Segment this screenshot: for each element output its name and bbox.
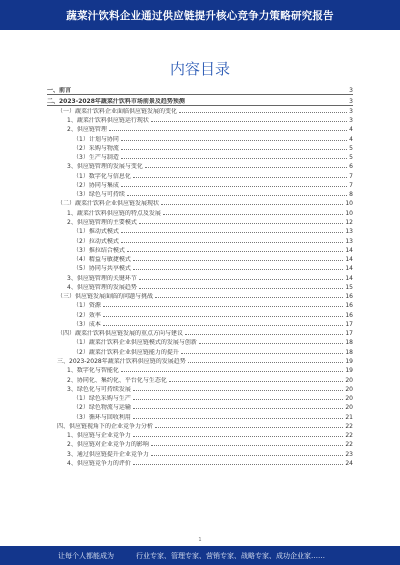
toc-entry-page: 20 [345,395,353,403]
toc-entry-label: （二）蔬菜汁饮料企业供应链发展现状 [57,200,160,208]
toc-entry[interactable] [47,365,353,374]
toc-entry[interactable] [47,282,353,291]
toc-leader-dots [145,167,347,168]
toc-entry[interactable] [47,245,353,254]
toc-entry[interactable] [47,115,353,124]
toc-leader-dots [185,334,343,335]
toc-entry-page: 14 [345,265,353,273]
toc-entry-page: 17 [345,330,353,338]
toc-entry-page: 22 [345,422,353,430]
toc-leader-dots [121,149,347,150]
toc-entry-label: （2）效率 [73,311,101,319]
toc-entry-page: 13 [345,237,353,245]
toc-entry-label: （1）计划与协同 [73,135,119,143]
toc-entry-label: （1）绿色采购与生产 [73,395,131,403]
toc-entry-page: 18 [345,348,353,356]
toc-leader-dots [169,381,344,382]
toc-entry-page: 5 [349,144,353,152]
toc-leader-dots [121,232,344,233]
toc-entry[interactable] [47,263,353,272]
toc-leader-dots [139,223,344,224]
toc-entry-page: 10 [345,200,353,208]
toc-entry[interactable] [47,180,353,189]
toc-leader-dots [179,112,347,113]
toc-entry-label: （3）循环与回收利用 [73,413,131,421]
toc-entry-label: （3）推拉结合模式 [73,246,125,254]
toc-entry-page: 16 [345,293,353,301]
toc-entry-label: 2、供应链对企业竞争力的影响 [67,441,149,449]
toc-entry[interactable] [47,346,353,355]
toc-entry-label: 1、蔬菜汁饮料供应链的特点及发展 [67,209,161,217]
toc-entry[interactable] [47,235,353,244]
toc-entry-label: 四、供应链视角下的企业竞争力分析 [57,422,154,430]
toc-leader-dots [155,297,343,298]
toc-entry-label: （1）蔬菜汁饮料企业供应链模式的发展与创新 [73,339,197,347]
toc-leader-dots [163,214,344,215]
toc-leader-dots [139,288,344,289]
toc-leader-dots [151,455,344,456]
toc-entry-page: 3 [349,117,353,125]
toc-entry-label: 1、蔬菜汁饮料供应链运行现状 [67,117,149,125]
toc-entry-label: 一、前言 [47,87,72,95]
toc-entry-label: （2）采购与物流 [73,144,119,152]
toc-entry[interactable] [47,106,353,115]
toc-title: 内容目录 [169,60,230,78]
toc-entry-page: 24 [345,459,353,467]
toc-leader-dots [73,91,347,92]
toc-entry[interactable] [47,384,353,393]
page-number: 1 [198,537,202,543]
toc-entry-page: 5 [349,154,353,162]
toc-entry[interactable] [47,161,353,170]
toc-entry-label: 3、绿色化与可持续发展 [67,385,131,393]
toc-leader-dots [127,251,344,252]
toc-leader-dots [181,353,344,354]
toc-entry[interactable] [47,133,353,142]
toc-entry-label: （3）绿色与可持续 [73,191,125,199]
footer-roles: 行业专家、管理专家、营销专家、战略专家、成功企业家…… [136,551,325,560]
toc-entry-label: 3、供应链管理的发展与变化 [67,163,143,171]
toc-leader-dots [133,260,344,261]
toc-entry[interactable] [47,337,353,346]
toc-entry-page: 4 [349,135,353,143]
toc-entry-label: 3、通过供应链提升企业竞争力 [67,450,149,458]
toc-entry[interactable] [47,411,353,420]
toc-entry[interactable] [47,189,353,198]
toc-leader-dots [133,269,344,270]
toc-entry-page: 17 [345,320,353,328]
report-header [0,0,400,30]
footer-slogan: 让每个人都能成为 [58,551,114,560]
toc-entry[interactable] [47,356,353,365]
toc-entry-label: （2）协同与集成 [73,181,119,189]
toc-entry-page: 3 [349,97,353,105]
table-of-contents [47,85,353,467]
toc-entry-label: （1）推动式模式 [73,228,119,236]
toc-leader-dots [187,102,347,103]
toc-entry[interactable] [47,300,353,309]
toc-entry[interactable] [47,207,353,216]
toc-entry[interactable] [47,458,353,467]
toc-entry-label: （2）蔬菜汁饮料企业供应链能力的提升 [73,348,179,356]
toc-leader-dots [155,427,343,428]
toc-entry-label: （5）协同与共享模式 [73,265,131,273]
toc-entry-label: 2、供应链管理的主要模式 [67,218,137,226]
toc-leader-dots [188,362,344,363]
toc-entry-page: 6 [349,163,353,171]
toc-leader-dots [103,316,344,317]
toc-leader-dots [133,418,344,419]
toc-entry-page: 19 [345,357,353,365]
toc-leader-dots [161,204,343,205]
toc-entry-label: （3）成本 [73,320,101,328]
toc-entry[interactable] [47,291,353,300]
toc-entry-page: 22 [345,441,353,449]
toc-entry-label: （3）生产与制造 [73,154,119,162]
toc-entry-page: 15 [345,283,353,291]
toc-entry[interactable] [47,85,353,95]
toc-entry-label: （一）蔬菜汁饮料企业面临供应链发展的变化 [57,107,178,115]
toc-entry[interactable] [47,402,353,411]
toc-entry-page: 20 [345,376,353,384]
report-title: 蔬菜汁饮料企业通过供应链提升核心竞争力策略研究报告 [66,9,334,22]
toc-entry[interactable] [47,226,353,235]
toc-leader-dots [133,464,344,465]
toc-entry[interactable] [47,439,353,448]
toc-entry-label: （2）绿色物流与运输 [73,404,131,412]
toc-entry[interactable] [47,430,353,439]
toc-entry-label: 二、2023-2028年蔬菜汁饮料市场前景及趋势预测 [47,97,185,105]
toc-entry-page: 14 [345,256,353,264]
toc-leader-dots [151,121,347,122]
toc-entry-page: 19 [345,367,353,375]
toc-leader-dots [121,371,344,372]
toc-entry-page: 18 [345,339,353,347]
toc-entry-label: （1）数字化与信息化 [73,172,131,180]
toc-leader-dots [121,242,344,243]
toc-leader-dots [133,390,344,391]
toc-entry-page: 12 [345,218,353,226]
toc-entry[interactable] [47,393,353,402]
toc-entry-page: 22 [345,432,353,440]
toc-entry[interactable] [47,374,353,383]
toc-entry-page: 3 [349,87,353,95]
toc-entry-page: 8 [349,191,353,199]
toc-entry[interactable] [47,328,353,337]
toc-entry-label: 4、供应链竞争力的评价 [67,459,131,467]
toc-entry[interactable] [47,217,353,226]
toc-entry-page: 23 [345,450,353,458]
toc-entry[interactable] [47,198,353,207]
toc-entry-label: 1、供应链与企业竞争力 [67,432,131,440]
toc-entry[interactable] [47,152,353,161]
footer-bar [0,546,400,565]
toc-entry-page: 16 [345,311,353,319]
toc-leader-dots [133,408,344,409]
toc-entry-page: 4 [349,126,353,134]
toc-entry-page: 21 [345,413,353,421]
toc-entry[interactable] [47,254,353,263]
toc-entry[interactable] [47,319,353,328]
toc-entry-page: 20 [345,404,353,412]
toc-entry-label: 3、供应链管理的关键环节 [67,274,137,282]
toc-entry-label: （4）精益与敏捷模式 [73,256,131,264]
toc-entry[interactable] [47,170,353,179]
toc-entry[interactable] [47,309,353,318]
toc-entry-page: 14 [345,274,353,282]
toc-entry[interactable] [47,272,353,281]
toc-leader-dots [109,130,347,131]
toc-entry-label: （2）拉动式模式 [73,237,119,245]
toc-entry-label: 2、供应链管理 [67,126,107,134]
toc-entry-label: （1）资源 [73,302,101,310]
toc-entry[interactable] [47,95,353,105]
toc-leader-dots [121,140,347,141]
toc-entry-page: 10 [345,209,353,217]
toc-entry-page: 7 [349,172,353,180]
toc-entry[interactable] [47,143,353,152]
toc-entry[interactable] [47,421,353,430]
toc-leader-dots [121,158,347,159]
toc-entry-label: 1、数字化与智能化 [67,367,119,375]
toc-leader-dots [199,343,344,344]
toc-leader-dots [103,306,344,307]
toc-leader-dots [133,399,344,400]
toc-entry-label: 2、协同化、集约化、平台化与生态化 [67,376,167,384]
toc-entry-label: 4、供应链管理的发展趋势 [67,283,137,291]
toc-leader-dots [127,195,347,196]
toc-entry-page: 14 [345,246,353,254]
toc-entry-page: 13 [345,228,353,236]
toc-leader-dots [133,177,347,178]
toc-leader-dots [139,279,344,280]
toc-entry-label: 三、2023-2028年蔬菜汁饮料供应链的发展趋势 [57,357,186,365]
toc-leader-dots [121,186,347,187]
toc-leader-dots [133,436,344,437]
toc-leader-dots [103,325,344,326]
toc-entry-label: （三）供应链发展面临的问题与挑战 [57,293,154,301]
toc-entry-page: 3 [349,107,353,115]
toc-leader-dots [151,445,344,446]
toc-entry[interactable] [47,124,353,133]
toc-entry[interactable] [47,448,353,457]
toc-entry-label: （四）蔬菜汁饮料供应链发展的重点方向与建议 [57,330,184,338]
toc-entry-page: 16 [345,302,353,310]
toc-entry-page: 20 [345,385,353,393]
toc-entry-page: 7 [349,181,353,189]
